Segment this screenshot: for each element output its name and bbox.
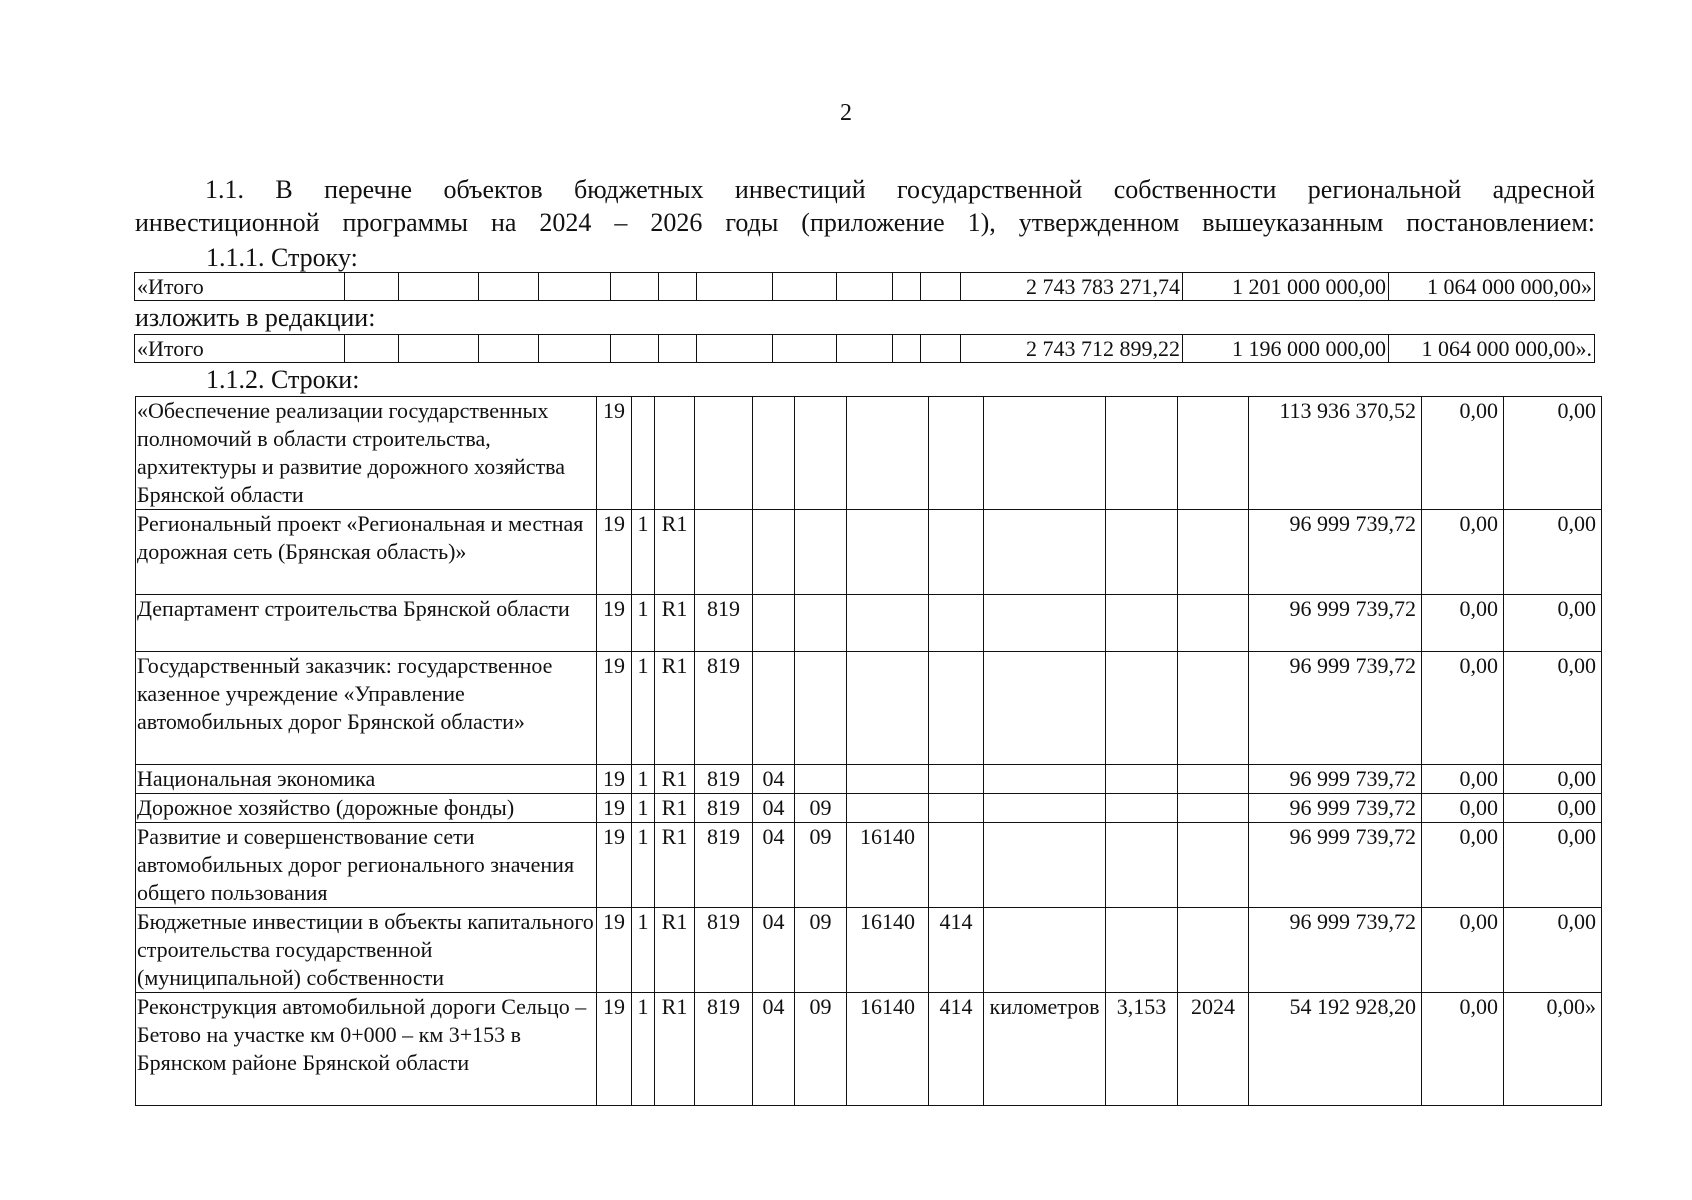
code-admin: 819 bbox=[695, 652, 753, 765]
section-1-1-1-heading: 1.1.1. Строку: bbox=[206, 243, 358, 272]
code-subsection: 09 bbox=[795, 993, 847, 1106]
row-name: Департамент строительства Брянской области bbox=[136, 595, 597, 652]
old-total-2026: 1 064 000 000,00» bbox=[1389, 273, 1595, 301]
code-subsection: 09 bbox=[795, 823, 847, 908]
new-total-row bbox=[135, 335, 1595, 363]
table-row bbox=[136, 652, 1602, 765]
capacity bbox=[1106, 510, 1178, 595]
year bbox=[1178, 510, 1249, 595]
amount-2024: 113 936 370,52 bbox=[1249, 397, 1422, 510]
code-subsection bbox=[795, 397, 847, 510]
code-subsection bbox=[795, 652, 847, 765]
replace-text: изложить в редакции: bbox=[135, 303, 376, 332]
code-pp: 1 bbox=[632, 595, 655, 652]
amount-2024: 96 999 739,72 bbox=[1249, 510, 1422, 595]
code-project: R1 bbox=[655, 510, 695, 595]
code-section bbox=[753, 595, 795, 652]
row-name: Реконструкция автомобильной дороги Сельцо – Бетово на участке км 0+000 – км 3+153 в Брянском районе Брянской области bbox=[136, 993, 597, 1106]
code-expense-type bbox=[929, 397, 984, 510]
capacity bbox=[1106, 765, 1178, 794]
year bbox=[1178, 794, 1249, 823]
year: 2024 bbox=[1178, 993, 1249, 1106]
row-name: Развитие и совершенствование сети автомобильных дорог регионального значения общего пользования bbox=[136, 823, 597, 908]
code-admin: 819 bbox=[695, 908, 753, 993]
new-total-2024: 2 743 712 899,22 bbox=[961, 335, 1183, 363]
code-section: 04 bbox=[753, 794, 795, 823]
code-direction: 16140 bbox=[847, 823, 929, 908]
row-name: Бюджетные инвестиции в объекты капитального строительства государственной (муниципальной) собственности bbox=[136, 908, 597, 993]
unit bbox=[984, 823, 1106, 908]
unit bbox=[984, 397, 1106, 510]
code-gp: 19 bbox=[597, 823, 632, 908]
code-project: R1 bbox=[655, 823, 695, 908]
code-expense-type bbox=[929, 652, 984, 765]
code-project: R1 bbox=[655, 595, 695, 652]
amount-2026: 0,00 bbox=[1504, 397, 1602, 510]
amount-2026: 0,00 bbox=[1504, 823, 1602, 908]
code-gp: 19 bbox=[597, 993, 632, 1106]
code-subsection: 09 bbox=[795, 794, 847, 823]
code-pp: 1 bbox=[632, 823, 655, 908]
intro-line-2: инвестиционной программы на 2024 – 2026 годы (приложение 1), утвержденном вышеуказанным постановлением: bbox=[135, 208, 1595, 237]
code-expense-type bbox=[929, 823, 984, 908]
amount-2026: 0,00 bbox=[1504, 510, 1602, 595]
table-row bbox=[136, 397, 1602, 510]
code-section: 04 bbox=[753, 765, 795, 794]
code-pp bbox=[632, 397, 655, 510]
amount-2025: 0,00 bbox=[1422, 823, 1504, 908]
old-total-2024: 2 743 783 271,74 bbox=[961, 273, 1183, 301]
code-direction: 16140 bbox=[847, 993, 929, 1106]
table-row bbox=[136, 765, 1602, 794]
code-admin: 819 bbox=[695, 595, 753, 652]
code-direction bbox=[847, 765, 929, 794]
code-direction bbox=[847, 652, 929, 765]
code-gp: 19 bbox=[597, 765, 632, 794]
amount-2024: 96 999 739,72 bbox=[1249, 652, 1422, 765]
code-gp: 19 bbox=[597, 595, 632, 652]
code-gp: 19 bbox=[597, 908, 632, 993]
code-project: R1 bbox=[655, 908, 695, 993]
page-number: 2 bbox=[840, 100, 852, 126]
amount-2025: 0,00 bbox=[1422, 993, 1504, 1106]
code-project bbox=[655, 397, 695, 510]
amount-2025: 0,00 bbox=[1422, 510, 1504, 595]
code-pp: 1 bbox=[632, 993, 655, 1106]
row-name: Национальная экономика bbox=[136, 765, 597, 794]
code-section bbox=[753, 397, 795, 510]
year bbox=[1178, 652, 1249, 765]
code-admin: 819 bbox=[695, 993, 753, 1106]
table-row bbox=[136, 595, 1602, 652]
new-total-2026: 1 064 000 000,00». bbox=[1389, 335, 1595, 363]
amount-2026: 0,00 bbox=[1504, 652, 1602, 765]
code-subsection: 09 bbox=[795, 908, 847, 993]
table-row bbox=[136, 993, 1602, 1106]
intro-paragraph bbox=[135, 173, 1595, 239]
old-total-row bbox=[135, 273, 1595, 301]
unit bbox=[984, 510, 1106, 595]
code-section: 04 bbox=[753, 993, 795, 1106]
capacity bbox=[1106, 823, 1178, 908]
code-section bbox=[753, 652, 795, 765]
amount-2024: 96 999 739,72 bbox=[1249, 765, 1422, 794]
amount-2025: 0,00 bbox=[1422, 794, 1504, 823]
table-row bbox=[136, 908, 1602, 993]
code-subsection bbox=[795, 595, 847, 652]
year bbox=[1178, 397, 1249, 510]
amount-2026: 0,00 bbox=[1504, 794, 1602, 823]
code-admin: 819 bbox=[695, 765, 753, 794]
amount-2025: 0,00 bbox=[1422, 397, 1504, 510]
capacity bbox=[1106, 397, 1178, 510]
code-admin bbox=[695, 510, 753, 595]
row-name: Государственный заказчик: государственное казенное учреждение «Управление автомобильных дорог Брянской области» bbox=[136, 652, 597, 765]
old-total-2025: 1 201 000 000,00 bbox=[1183, 273, 1389, 301]
code-section: 04 bbox=[753, 908, 795, 993]
row-name: «Обеспечение реализации государственных полномочий в области строительства, архитектуры и развитие дорожного хозяйства Брянской области bbox=[136, 397, 597, 510]
row-name: Дорожное хозяйство (дорожные фонды) bbox=[136, 794, 597, 823]
capacity bbox=[1106, 652, 1178, 765]
code-admin: 819 bbox=[695, 823, 753, 908]
code-project: R1 bbox=[655, 794, 695, 823]
code-expense-type: 414 bbox=[929, 908, 984, 993]
amount-2026: 0,00 bbox=[1504, 908, 1602, 993]
code-gp: 19 bbox=[597, 794, 632, 823]
amount-2026: 0,00 bbox=[1504, 765, 1602, 794]
year bbox=[1178, 823, 1249, 908]
code-subsection bbox=[795, 510, 847, 595]
amount-2025: 0,00 bbox=[1422, 765, 1504, 794]
capacity: 3,153 bbox=[1106, 993, 1178, 1106]
row-name: Региональный проект «Региональная и местная дорожная сеть (Брянская область)» bbox=[136, 510, 597, 595]
amount-2026: 0,00 bbox=[1504, 595, 1602, 652]
new-total-label: «Итого bbox=[135, 335, 345, 363]
code-gp: 19 bbox=[597, 652, 632, 765]
code-section: 04 bbox=[753, 823, 795, 908]
amount-2025: 0,00 bbox=[1422, 595, 1504, 652]
intro-line-1: 1.1. В перечне объектов бюджетных инвестиций государственной собственности региональной адресной bbox=[205, 175, 1595, 204]
code-project: R1 bbox=[655, 993, 695, 1106]
code-admin bbox=[695, 397, 753, 510]
code-pp: 1 bbox=[632, 652, 655, 765]
code-project: R1 bbox=[655, 652, 695, 765]
capacity bbox=[1106, 595, 1178, 652]
code-expense-type bbox=[929, 794, 984, 823]
unit bbox=[984, 652, 1106, 765]
year bbox=[1178, 595, 1249, 652]
amount-2024: 96 999 739,72 bbox=[1249, 794, 1422, 823]
amount-2024: 96 999 739,72 bbox=[1249, 595, 1422, 652]
amount-2024: 96 999 739,72 bbox=[1249, 908, 1422, 993]
code-expense-type bbox=[929, 510, 984, 595]
year bbox=[1178, 765, 1249, 794]
unit bbox=[984, 765, 1106, 794]
table-row bbox=[136, 510, 1602, 595]
code-admin: 819 bbox=[695, 794, 753, 823]
unit: километров bbox=[984, 993, 1106, 1106]
code-direction: 16140 bbox=[847, 908, 929, 993]
code-gp: 19 bbox=[597, 510, 632, 595]
code-expense-type: 414 bbox=[929, 993, 984, 1106]
code-direction bbox=[847, 397, 929, 510]
new-total-2025: 1 196 000 000,00 bbox=[1183, 335, 1389, 363]
code-direction bbox=[847, 510, 929, 595]
old-total-label: «Итого bbox=[135, 273, 345, 301]
amount-2025: 0,00 bbox=[1422, 908, 1504, 993]
new-total-table bbox=[134, 334, 1595, 363]
code-pp: 1 bbox=[632, 908, 655, 993]
code-section bbox=[753, 510, 795, 595]
table-row bbox=[136, 794, 1602, 823]
unit bbox=[984, 908, 1106, 993]
code-subsection bbox=[795, 765, 847, 794]
code-expense-type bbox=[929, 595, 984, 652]
section-1-1-2-heading: 1.1.2. Строки: bbox=[206, 365, 360, 394]
unit bbox=[984, 595, 1106, 652]
code-gp: 19 bbox=[597, 397, 632, 510]
code-pp: 1 bbox=[632, 794, 655, 823]
objects-table bbox=[135, 396, 1602, 1106]
code-direction bbox=[847, 595, 929, 652]
table-row bbox=[136, 823, 1602, 908]
capacity bbox=[1106, 908, 1178, 993]
code-direction bbox=[847, 794, 929, 823]
code-expense-type bbox=[929, 765, 984, 794]
amount-2025: 0,00 bbox=[1422, 652, 1504, 765]
year bbox=[1178, 908, 1249, 993]
amount-2024: 96 999 739,72 bbox=[1249, 823, 1422, 908]
amount-2026: 0,00» bbox=[1504, 993, 1602, 1106]
capacity bbox=[1106, 794, 1178, 823]
amount-2024: 54 192 928,20 bbox=[1249, 993, 1422, 1106]
old-total-table bbox=[134, 272, 1595, 301]
unit bbox=[984, 794, 1106, 823]
code-pp: 1 bbox=[632, 765, 655, 794]
code-pp: 1 bbox=[632, 510, 655, 595]
code-project: R1 bbox=[655, 765, 695, 794]
